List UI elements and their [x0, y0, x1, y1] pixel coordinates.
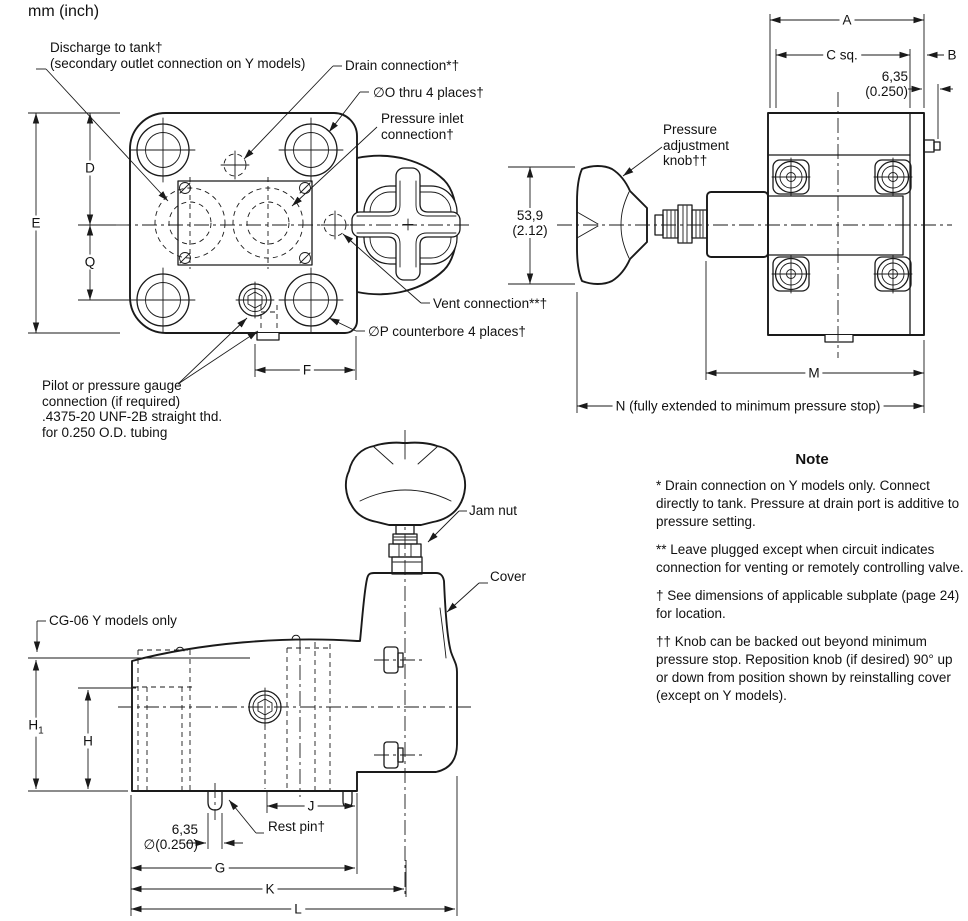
- note-item: † See dimensions of applicable subplate (page 24) for location.: [656, 588, 960, 621]
- dim-B: B: [944, 48, 959, 63]
- mounting-hole: [279, 268, 343, 332]
- dim-K: K: [262, 882, 277, 897]
- subplate-screw: [180, 183, 311, 264]
- thru-holes-label: ∅O thru 4 places†: [373, 85, 484, 100]
- dim-A: A: [839, 13, 854, 28]
- mounting-hole: [279, 118, 343, 182]
- dim-635-offset: 6,35 (0.250): [865, 69, 908, 99]
- discharge-label: Discharge to tank† (secondary outlet connection on Y models): [50, 40, 306, 71]
- drain-label: Drain connection*†: [345, 58, 460, 73]
- note-item: †† Knob can be backed out beyond minimum pressure stop. Reposition knob (if desired) 90° up or down from position shown by reinstalling cover (except on Y models).: [656, 634, 953, 703]
- jam-nut-label: Jam nut: [469, 503, 518, 518]
- side-port-boss: [924, 140, 934, 152]
- valve-body-side: [768, 113, 924, 335]
- pressure-port-hidden: [233, 177, 303, 269]
- jam-nut-side: [678, 205, 692, 243]
- dim-N: N (fully extended to minimum pressure stop): [613, 399, 884, 414]
- dim-C: C sq.: [823, 48, 861, 63]
- knob-label: Pressure adjustment knob††: [663, 122, 730, 168]
- dim-H: H: [80, 734, 96, 749]
- dim-F: F: [300, 363, 314, 378]
- subplate-interface: [178, 181, 312, 265]
- mounting-hole: [131, 118, 195, 182]
- note-title: Note: [795, 451, 829, 468]
- counterbore-label: ∅P counterbore 4 places†: [368, 324, 526, 339]
- vent-label: Vent connection**†: [433, 296, 548, 311]
- dim-J: J: [305, 799, 318, 814]
- drain-port: [221, 151, 249, 179]
- units-label: mm (inch): [28, 3, 100, 20]
- pilot-label: Pilot or pressure gauge connection (if required) .4375-20 UNF-2B straight thd. for 0.250 O.D. tubing: [42, 378, 223, 440]
- dim-E: E: [28, 216, 43, 231]
- dim-D: D: [82, 161, 98, 176]
- front-view-linework: [28, 430, 488, 916]
- dim-Q: Q: [82, 255, 99, 270]
- note-item: * Drain connection on Y models only. Connect directly to tank. Pressure at drain port is additive to pressure setting.: [656, 478, 960, 529]
- dim-L: L: [291, 902, 305, 917]
- valve-body-front: [132, 573, 457, 791]
- dim-539: 53,9 (2.12): [509, 208, 550, 238]
- note-block: [656, 451, 968, 715]
- dim-M: M: [805, 366, 822, 381]
- pressure-inlet-label: Pressure inlet connection†: [381, 111, 464, 142]
- dim-G: G: [212, 861, 229, 876]
- cg06-label: CG-06 Y models only: [49, 613, 177, 628]
- rest-pin-label: Rest pin†: [268, 819, 326, 834]
- pressure-knob-front: [346, 443, 465, 525]
- dim-H1: $H_1$: [25, 718, 46, 737]
- socket-screws: [772, 158, 912, 293]
- note-item: ** Leave plugged except when circuit indicates connection for venting or remotely controlling valve.: [656, 542, 964, 575]
- dim-pin-dia: 6,35 ∅(0.250): [143, 822, 198, 852]
- socket-screw-pads: [773, 160, 911, 291]
- cover-label: Cover: [490, 569, 527, 584]
- cover-side: [707, 192, 768, 257]
